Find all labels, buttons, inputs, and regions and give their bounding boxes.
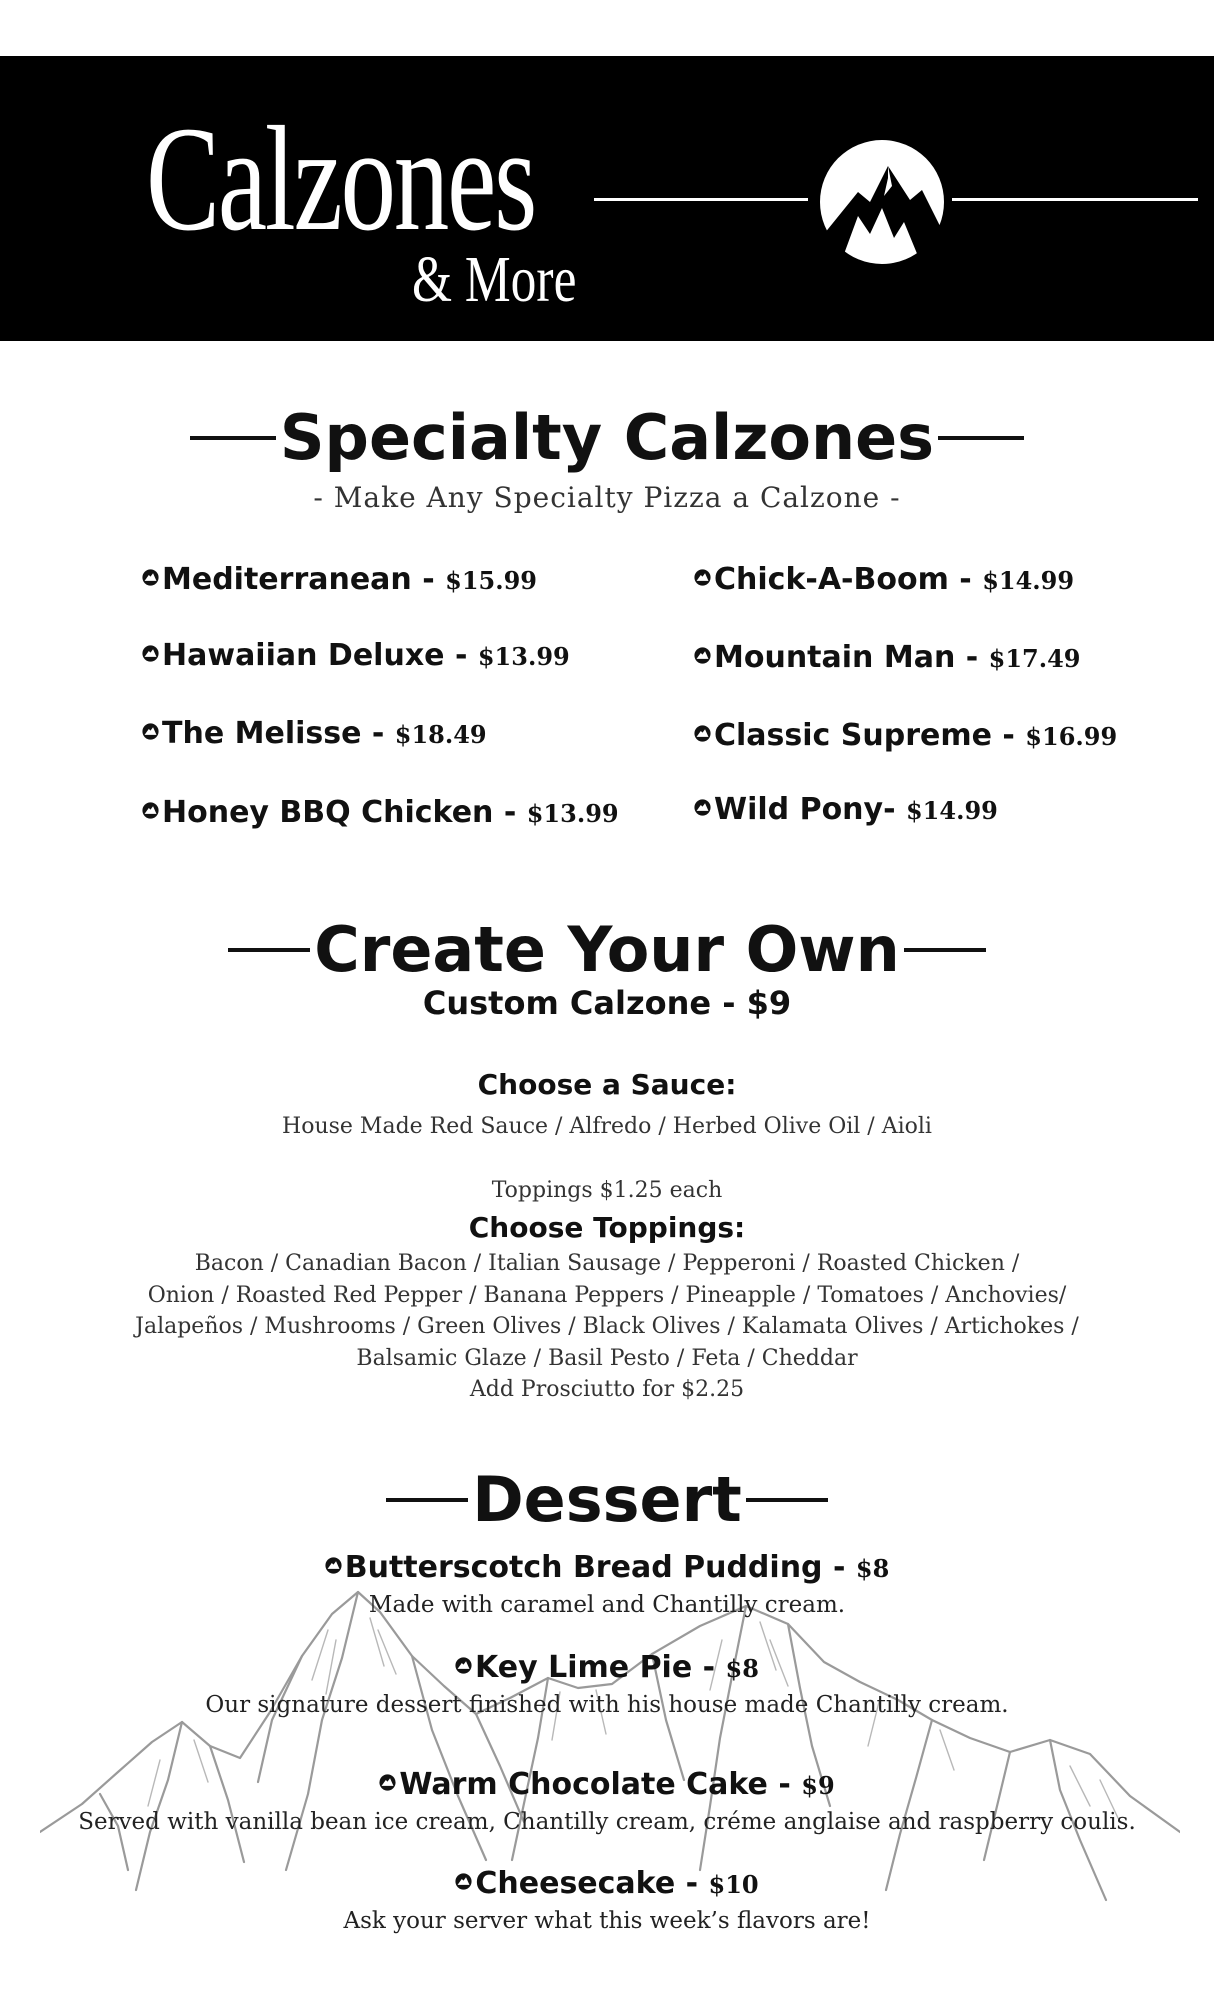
- mountain-sketch-illustration: [40, 1570, 1180, 1960]
- mountain-bullet-icon: [142, 645, 159, 662]
- menu-item: The Melisse - $18.49: [142, 716, 487, 751]
- mountain-bullet-icon: [455, 1657, 472, 1674]
- toppings-line: Bacon / Canadian Bacon / Italian Sausage / Pepperoni / Roasted Chicken /: [194, 1251, 1020, 1276]
- toppings-price: Toppings $1.25 each: [491, 1178, 723, 1203]
- dessert-item: Warm Chocolate Cake - $9: [0, 1767, 1214, 1802]
- specialty-heading: Specialty Calzones: [0, 398, 1214, 474]
- menu-item: Chick-A-Boom - $14.99: [694, 562, 1074, 597]
- mountain-bullet-icon: [694, 799, 711, 816]
- dessert-description: Made with caramel and Chantilly cream.: [368, 1592, 846, 1618]
- menu-item: Mountain Man - $17.49: [694, 640, 1081, 675]
- mountain-bullet-icon: [142, 569, 159, 586]
- mountain-bullet-icon: [379, 1774, 396, 1791]
- mountain-bullet-icon: [694, 725, 711, 742]
- mountain-bullet-icon: [142, 723, 159, 740]
- toppings-line: Add Prosciutto for $2.25: [469, 1377, 745, 1402]
- mountain-logo-icon: [818, 138, 946, 266]
- header-rule-right: [952, 198, 1198, 201]
- dessert-item: Cheesecake - $10: [0, 1866, 1214, 1901]
- toppings-line: Onion / Roasted Red Pepper / Banana Peppers / Pineapple / Tomatoes / Anchovies/: [147, 1282, 1067, 1308]
- dessert-description: Our signature dessert finished with his house made Chantilly cream.: [205, 1692, 1009, 1718]
- brand-title: Calzones: [146, 96, 536, 262]
- toppings-line: Balsamic Glaze / Basil Pesto / Feta / Cheddar: [356, 1345, 858, 1371]
- menu-item: Classic Supreme - $16.99: [694, 718, 1117, 753]
- sauce-options: House Made Red Sauce / Alfredo / Herbed Olive Oil / Aioli: [282, 1114, 932, 1139]
- dessert-item: Key Lime Pie - $8: [0, 1650, 1214, 1685]
- brand-subtitle: & More: [412, 243, 577, 316]
- dessert-description: Served with vanilla bean ice cream, Chantilly cream, créme anglaise and raspberry coulis.: [78, 1809, 1136, 1835]
- mountain-bullet-icon: [325, 1557, 342, 1574]
- dessert-heading: Dessert: [0, 1460, 1214, 1536]
- sauce-heading: Choose a Sauce:: [477, 1068, 737, 1101]
- specialty-subheading: - Make Any Specialty Pizza a Calzone -: [313, 481, 901, 514]
- mountain-bullet-icon: [455, 1873, 472, 1890]
- toppings-heading: Choose Toppings:: [468, 1211, 746, 1244]
- dessert-description: Ask your server what this week’s flavors are!: [343, 1908, 871, 1934]
- toppings-line: Jalapeños / Mushrooms / Green Olives / Black Olives / Kalamata Olives / Artichokes /: [135, 1314, 1079, 1339]
- mountain-bullet-icon: [694, 569, 711, 586]
- dessert-item: Butterscotch Bread Pudding - $8: [0, 1550, 1214, 1585]
- mountain-bullet-icon: [142, 802, 159, 819]
- menu-item: Hawaiian Deluxe - $13.99: [142, 638, 570, 673]
- menu-item: Honey BBQ Chicken - $13.99: [142, 795, 619, 830]
- menu-item: Wild Pony- $14.99: [694, 792, 998, 827]
- create-heading: Create Your Own: [0, 910, 1214, 986]
- header-rule-left: [594, 198, 808, 201]
- toppings-list: [0, 1248, 1214, 1406]
- menu-item: Mediterranean - $15.99: [142, 562, 537, 597]
- mountain-bullet-icon: [694, 647, 711, 664]
- custom-calzone-price: Custom Calzone - $9: [422, 984, 792, 1022]
